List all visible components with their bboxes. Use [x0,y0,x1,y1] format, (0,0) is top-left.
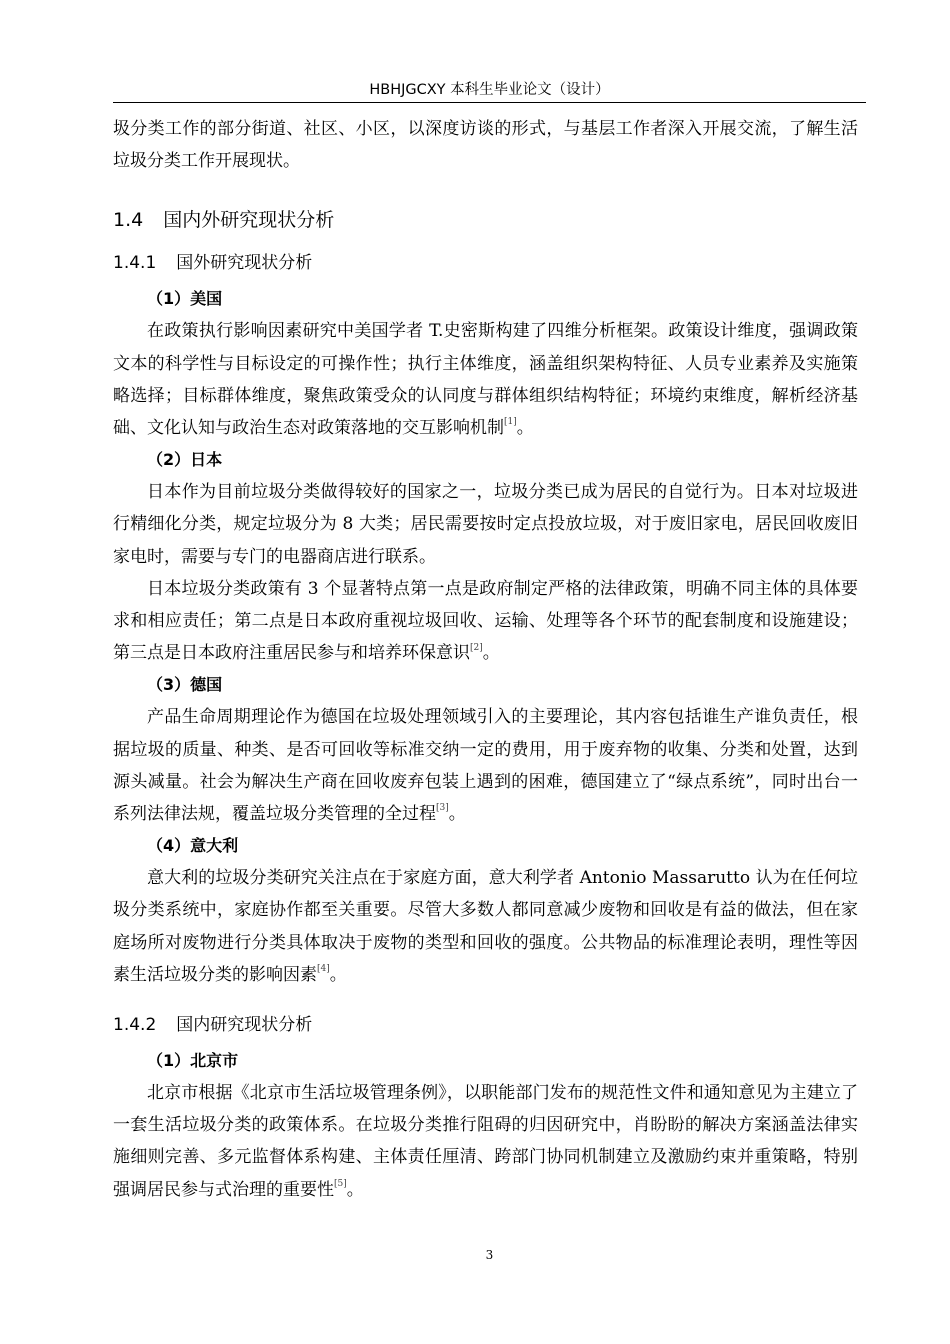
paragraph-text: 日本垃圾分类政策有 3 个显著特点第一点是政府制定严格的法律政策，明确不同主体的具体要求和相应责任；第二点是日本政府重视垃圾回收、运输、处理等各个环节的配套制度和设施建设；第三点是日本政府注重居民参与和培养环保意识 [113,578,858,664]
section-heading-1-4-1 [113,243,858,283]
paragraph-end: 。 [482,643,500,664]
paragraph-text: 在政策执行影响因素研究中美国学者 T.史密斯构建了四维分析框架。政策设计维度，强调政策文本的科学性与目标设定的可操作性；执行主体维度，涵盖组织架构特征、人员专业素养及实施策略选择；目标群体维度，聚焦政策受众的认同度与群体组织结构特征；环境约束维度，解析经济基础、文化认知与政治生态对政策落地的交互影响机制 [113,321,858,439]
subheading-italy: （4）意大利 [147,836,239,856]
paragraph-text: 产品生命周期理论作为德国在垃圾处理领域引入的主要理论，其内容包括谁生产谁负责任，根据垃圾的质量、种类、是否可回收等标准交纳一定的费用，用于废弃物的收集、分类和处置，达到源头减量。社会为解决生产商在回收废弃包装上遇到的困难，德国建立了“绿点系统”，同时出台一系列法律法规，覆盖垃圾分类管理的全过程 [113,707,858,825]
subheading-germany: （3）德国 [147,675,223,695]
citation-2: [2] [470,642,483,653]
paragraph-japan-1: 日本作为目前垃圾分类做得较好的国家之一，垃圾分类已成为居民的自觉行为。日本对垃圾进行精细化分类，规定垃圾分为 8 大类；居民需要按时定点投放垃圾，对于废旧家电，居民回收废旧家电时，需要与专门的电器商店进行联系。 [113,482,858,567]
paragraph-text: 北京市根据《北京市生活垃圾管理条例》，以职能部门发布的规范性文件和通知意见为主建立了一套生活垃圾分类的政策体系。在垃圾分类推行阻碍的归因研究中，肖盼盼的解决方案涵盖法律实施细则完善、多元监督体系构建、主体责任厘清、跨部门协同机制建立及激励约束并重策略，特别强调居民参与式治理的重要性 [113,1083,858,1200]
paragraph-italy [113,862,858,991]
section-title: 国内外研究现状分析 [163,209,335,232]
section-number: 1.4.1 [113,253,157,274]
citation-5: [5] [334,1179,347,1190]
header-rule [113,102,866,103]
paragraph-end: 。 [329,964,347,985]
paragraph-end: 。 [346,1179,364,1200]
section-title: 国外研究现状分析 [176,253,313,274]
paragraph-text: 意大利的垃圾分类研究关注点在于家庭方面，意大利学者 Antonio Massarutto 认为在任何垃圾分类系统中，家庭协作都至关重要。尽管大多数人都同意减少废物和回收是有益的做法，但在家庭场所对废物进行分类具体取决于废物的类型和回收的强度。公共物品的标准理论表明，理性等因素生活垃圾分类的影响因素 [113,868,858,985]
paragraph-end: 。 [516,418,534,439]
citation-1: [1] [504,417,517,428]
paragraph-germany [113,701,858,830]
section-number: 1.4 [113,209,144,232]
section-number: 1.4.2 [113,1015,157,1036]
page-number: 3 [485,1248,494,1262]
paragraph-usa [113,315,858,444]
citation-4: [4] [317,964,330,975]
section-heading-1-4-2 [113,1005,858,1045]
subheading-beijing: （1）北京市 [147,1051,239,1071]
section-title: 国内研究现状分析 [176,1015,313,1036]
section-heading-1-4 [113,199,858,241]
body-content [113,113,858,1206]
paragraph-end: 。 [448,804,466,825]
paragraph-beijing [113,1077,858,1206]
page-header: HBHJGCXY 本科生毕业论文（设计） [369,82,610,98]
intro-paragraph: 圾分类工作的部分街道、社区、小区，以深度访谈的形式，与基层工作者深入开展交流，了解生活垃圾分类工作开展现状。 [113,119,858,172]
paragraph-japan-2 [113,573,858,670]
subheading-usa: （1）美国 [147,289,223,309]
subheading-japan: （2）日本 [147,450,223,470]
citation-3: [3] [436,803,449,814]
